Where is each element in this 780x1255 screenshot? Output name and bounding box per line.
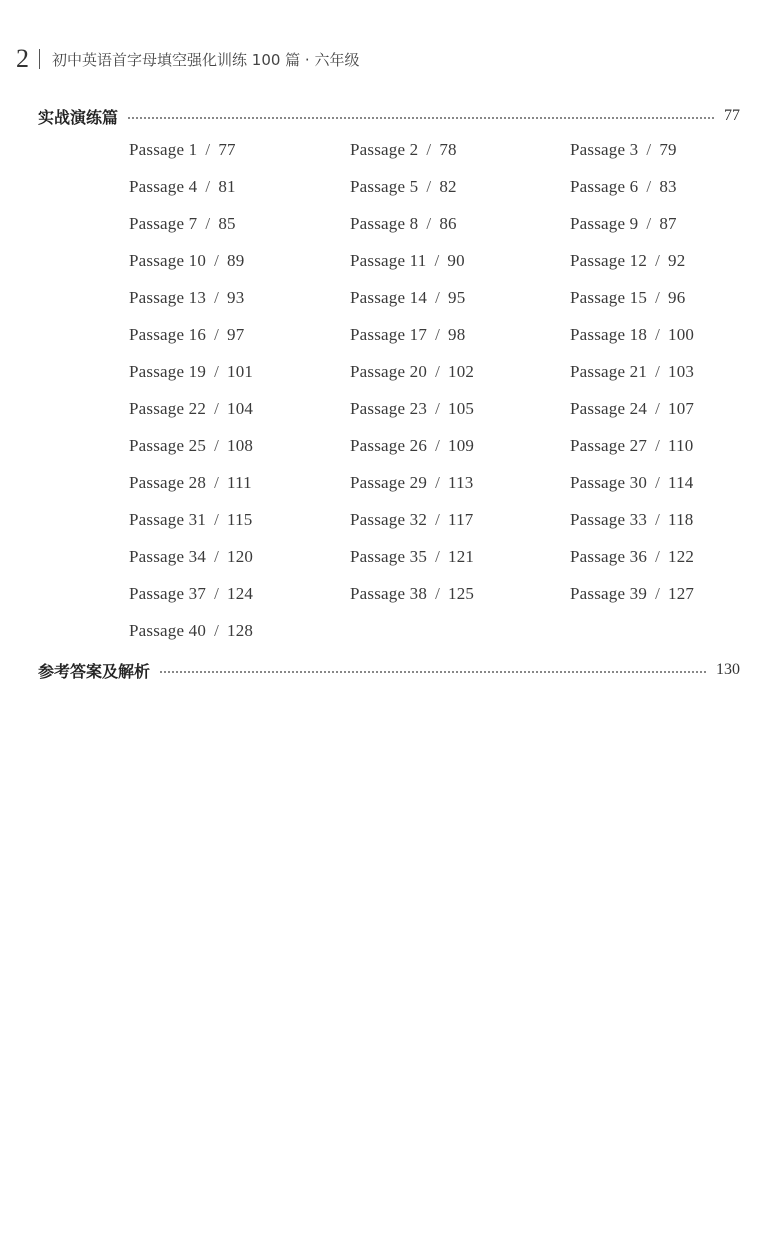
passage-page-number: 79 xyxy=(659,140,677,159)
passage-label: Passage 19 xyxy=(129,362,207,381)
passage-label: Passage 32 xyxy=(350,510,428,529)
passage-page-number: 107 xyxy=(668,399,695,418)
passage-label: Passage 21 xyxy=(570,362,648,381)
passage-page-number: 108 xyxy=(227,436,254,455)
slash-separator: / xyxy=(214,251,220,270)
slash-separator: / xyxy=(435,288,441,307)
toc-passage-entry[interactable] xyxy=(129,436,253,456)
passage-page-number: 85 xyxy=(218,214,236,233)
toc-passage-entry[interactable] xyxy=(570,362,694,382)
slash-separator: / xyxy=(655,288,661,307)
passage-page-number: 117 xyxy=(448,510,474,529)
passage-page-number: 81 xyxy=(218,177,236,196)
slash-separator: / xyxy=(426,177,432,196)
toc-passage-entry[interactable] xyxy=(129,177,236,197)
passage-label: Passage 14 xyxy=(350,288,428,307)
toc-passage-entry[interactable] xyxy=(129,510,253,530)
slash-separator: / xyxy=(655,362,661,381)
passage-page-number: 118 xyxy=(668,510,694,529)
passage-page-number: 92 xyxy=(668,251,686,270)
passage-label: Passage 28 xyxy=(129,473,207,492)
passage-label: Passage 11 xyxy=(350,251,427,270)
passage-page-number: 104 xyxy=(227,399,254,418)
section-title: 参考答案及解析 xyxy=(38,661,151,681)
passage-page-number: 82 xyxy=(439,177,457,196)
toc-passage-entry[interactable] xyxy=(570,547,694,567)
passage-page-number: 114 xyxy=(668,473,694,492)
slash-separator: / xyxy=(214,436,220,455)
slash-separator: / xyxy=(435,547,441,566)
passage-label: Passage 16 xyxy=(129,325,207,344)
slash-separator: / xyxy=(655,473,661,492)
toc-passage-entry[interactable] xyxy=(129,251,244,271)
slash-separator: / xyxy=(205,140,211,159)
slash-separator: / xyxy=(655,251,661,270)
slash-separator: / xyxy=(426,214,432,233)
passage-label: Passage 39 xyxy=(570,584,648,603)
toc-passage-entry[interactable] xyxy=(129,399,253,419)
slash-separator: / xyxy=(214,288,220,307)
slash-separator: / xyxy=(646,177,652,196)
passage-page-number: 77 xyxy=(218,140,236,159)
toc-passage-entry[interactable] xyxy=(570,510,694,530)
passage-page-number: 109 xyxy=(448,436,475,455)
toc-passage-entry[interactable] xyxy=(350,288,465,308)
slash-separator: / xyxy=(205,177,211,196)
passage-page-number: 124 xyxy=(227,584,254,603)
passage-label: Passage 17 xyxy=(350,325,428,344)
passage-page-number: 113 xyxy=(448,473,474,492)
passage-page-number: 78 xyxy=(439,140,457,159)
passage-label: Passage 8 xyxy=(350,214,419,233)
toc-passage-entry[interactable] xyxy=(350,473,474,493)
passage-label: Passage 40 xyxy=(129,621,207,640)
toc-passage-entry[interactable] xyxy=(129,584,253,604)
dot-leader xyxy=(128,117,714,119)
passage-label: Passage 7 xyxy=(129,214,198,233)
passage-page-number: 120 xyxy=(227,547,254,566)
toc-passage-entry[interactable] xyxy=(570,288,685,308)
toc-passage-entry[interactable] xyxy=(350,325,465,345)
passage-page-number: 122 xyxy=(668,547,695,566)
passage-page-number: 102 xyxy=(448,362,475,381)
passage-label: Passage 29 xyxy=(350,473,428,492)
passage-label: Passage 24 xyxy=(570,399,648,418)
passage-label: Passage 6 xyxy=(570,177,639,196)
passage-label: Passage 23 xyxy=(350,399,428,418)
slash-separator: / xyxy=(214,584,220,603)
passage-label: Passage 25 xyxy=(129,436,207,455)
slash-separator: / xyxy=(655,399,661,418)
slash-separator: / xyxy=(214,621,220,640)
passage-page-number: 111 xyxy=(227,473,252,492)
passage-page-number: 128 xyxy=(227,621,254,640)
slash-separator: / xyxy=(435,473,441,492)
toc-passage-entry[interactable] xyxy=(350,177,457,197)
slash-separator: / xyxy=(435,436,441,455)
toc-passage-entry[interactable] xyxy=(350,140,457,160)
passage-label: Passage 35 xyxy=(350,547,428,566)
passage-label: Passage 2 xyxy=(350,140,419,159)
toc-passage-entry[interactable] xyxy=(570,251,685,271)
toc-passage-entry[interactable] xyxy=(129,547,253,567)
passage-label: Passage 26 xyxy=(350,436,428,455)
passage-page-number: 125 xyxy=(448,584,475,603)
slash-separator: / xyxy=(435,325,441,344)
passage-page-number: 100 xyxy=(668,325,695,344)
passage-label: Passage 13 xyxy=(129,288,207,307)
toc-passage-entry[interactable] xyxy=(570,436,694,456)
slash-separator: / xyxy=(655,584,661,603)
toc-passage-entry[interactable] xyxy=(129,325,244,345)
passage-page-number: 105 xyxy=(448,399,475,418)
toc-passage-entry[interactable] xyxy=(350,436,474,456)
slash-separator: / xyxy=(646,214,652,233)
passage-page-number: 121 xyxy=(448,547,475,566)
section-page-number: 77 xyxy=(724,107,740,124)
passage-label: Passage 12 xyxy=(570,251,648,270)
passage-label: Passage 37 xyxy=(129,584,207,603)
toc-passage-entry[interactable] xyxy=(570,177,677,197)
passage-page-number: 83 xyxy=(659,177,677,196)
slash-separator: / xyxy=(214,362,220,381)
passage-label: Passage 30 xyxy=(570,473,648,492)
toc-passage-entry[interactable] xyxy=(350,362,474,382)
passage-label: Passage 27 xyxy=(570,436,648,455)
slash-separator: / xyxy=(655,325,661,344)
toc-passage-entry[interactable] xyxy=(570,584,694,604)
slash-separator: / xyxy=(435,362,441,381)
slash-separator: / xyxy=(205,214,211,233)
passage-page-number: 86 xyxy=(439,214,457,233)
slash-separator: / xyxy=(435,510,441,529)
passage-label: Passage 10 xyxy=(129,251,207,270)
slash-separator: / xyxy=(214,325,220,344)
slash-separator: / xyxy=(655,510,661,529)
passage-page-number: 115 xyxy=(227,510,253,529)
dot-leader xyxy=(160,671,706,673)
slash-separator: / xyxy=(655,547,661,566)
slash-separator: / xyxy=(434,251,440,270)
toc-passage-entry[interactable] xyxy=(350,510,474,530)
page-number: 2 xyxy=(16,44,29,73)
toc-passage-entry[interactable] xyxy=(570,140,677,160)
passage-label: Passage 3 xyxy=(570,140,639,159)
toc-passage-entry[interactable] xyxy=(129,288,244,308)
passage-label: Passage 20 xyxy=(350,362,428,381)
passage-label: Passage 9 xyxy=(570,214,639,233)
toc-passage-entry[interactable] xyxy=(350,584,474,604)
slash-separator: / xyxy=(214,399,220,418)
slash-separator: / xyxy=(214,510,220,529)
passage-page-number: 93 xyxy=(227,288,245,307)
toc-passage-entry[interactable] xyxy=(570,325,694,345)
toc-passage-entry[interactable] xyxy=(570,214,677,234)
passage-label: Passage 36 xyxy=(570,547,648,566)
passage-label: Passage 18 xyxy=(570,325,648,344)
slash-separator: / xyxy=(426,140,432,159)
passage-label: Passage 1 xyxy=(129,140,198,159)
passage-label: Passage 33 xyxy=(570,510,648,529)
passage-page-number: 95 xyxy=(448,288,466,307)
slash-separator: / xyxy=(655,436,661,455)
passage-page-number: 127 xyxy=(668,584,695,603)
slash-separator: / xyxy=(646,140,652,159)
passage-page-number: 103 xyxy=(668,362,695,381)
slash-separator: / xyxy=(214,473,220,492)
slash-separator: / xyxy=(435,399,441,418)
toc-passage-entry[interactable] xyxy=(570,399,694,419)
toc-passage-entry[interactable] xyxy=(129,473,252,493)
passage-label: Passage 15 xyxy=(570,288,648,307)
header-divider xyxy=(39,49,40,69)
book-title: 初中英语首字母填空强化训练 100 篇 · 六年级 xyxy=(52,50,360,69)
passage-label: Passage 22 xyxy=(129,399,207,418)
toc-passage-entry[interactable] xyxy=(350,399,474,419)
page-header xyxy=(16,44,359,74)
section-page-number: 130 xyxy=(716,661,740,678)
toc-passage-entry[interactable] xyxy=(129,214,236,234)
passage-page-number: 96 xyxy=(668,288,686,307)
passage-page-number: 89 xyxy=(227,251,245,270)
passage-page-number: 90 xyxy=(447,251,465,270)
toc-passage-entry[interactable] xyxy=(350,547,474,567)
toc-section-practice[interactable] xyxy=(38,103,740,129)
passage-label: Passage 34 xyxy=(129,547,207,566)
toc-passage-entry[interactable] xyxy=(129,140,236,160)
passage-label: Passage 4 xyxy=(129,177,198,196)
toc-passage-entry[interactable] xyxy=(129,362,253,382)
section-title: 实战演练篇 xyxy=(38,107,119,127)
toc-passage-entry[interactable] xyxy=(350,214,457,234)
slash-separator: / xyxy=(435,584,441,603)
passage-page-number: 101 xyxy=(227,362,254,381)
passage-label: Passage 38 xyxy=(350,584,428,603)
toc-section-answers[interactable] xyxy=(38,657,740,683)
passage-label: Passage 5 xyxy=(350,177,419,196)
passage-page-number: 110 xyxy=(668,436,694,455)
toc-passage-entry[interactable] xyxy=(129,621,253,641)
toc-passage-entry[interactable] xyxy=(570,473,694,493)
passage-page-number: 98 xyxy=(448,325,466,344)
slash-separator: / xyxy=(214,547,220,566)
toc-passage-entry[interactable] xyxy=(350,251,465,271)
passage-label: Passage 31 xyxy=(129,510,207,529)
passage-page-number: 87 xyxy=(659,214,677,233)
passage-page-number: 97 xyxy=(227,325,245,344)
